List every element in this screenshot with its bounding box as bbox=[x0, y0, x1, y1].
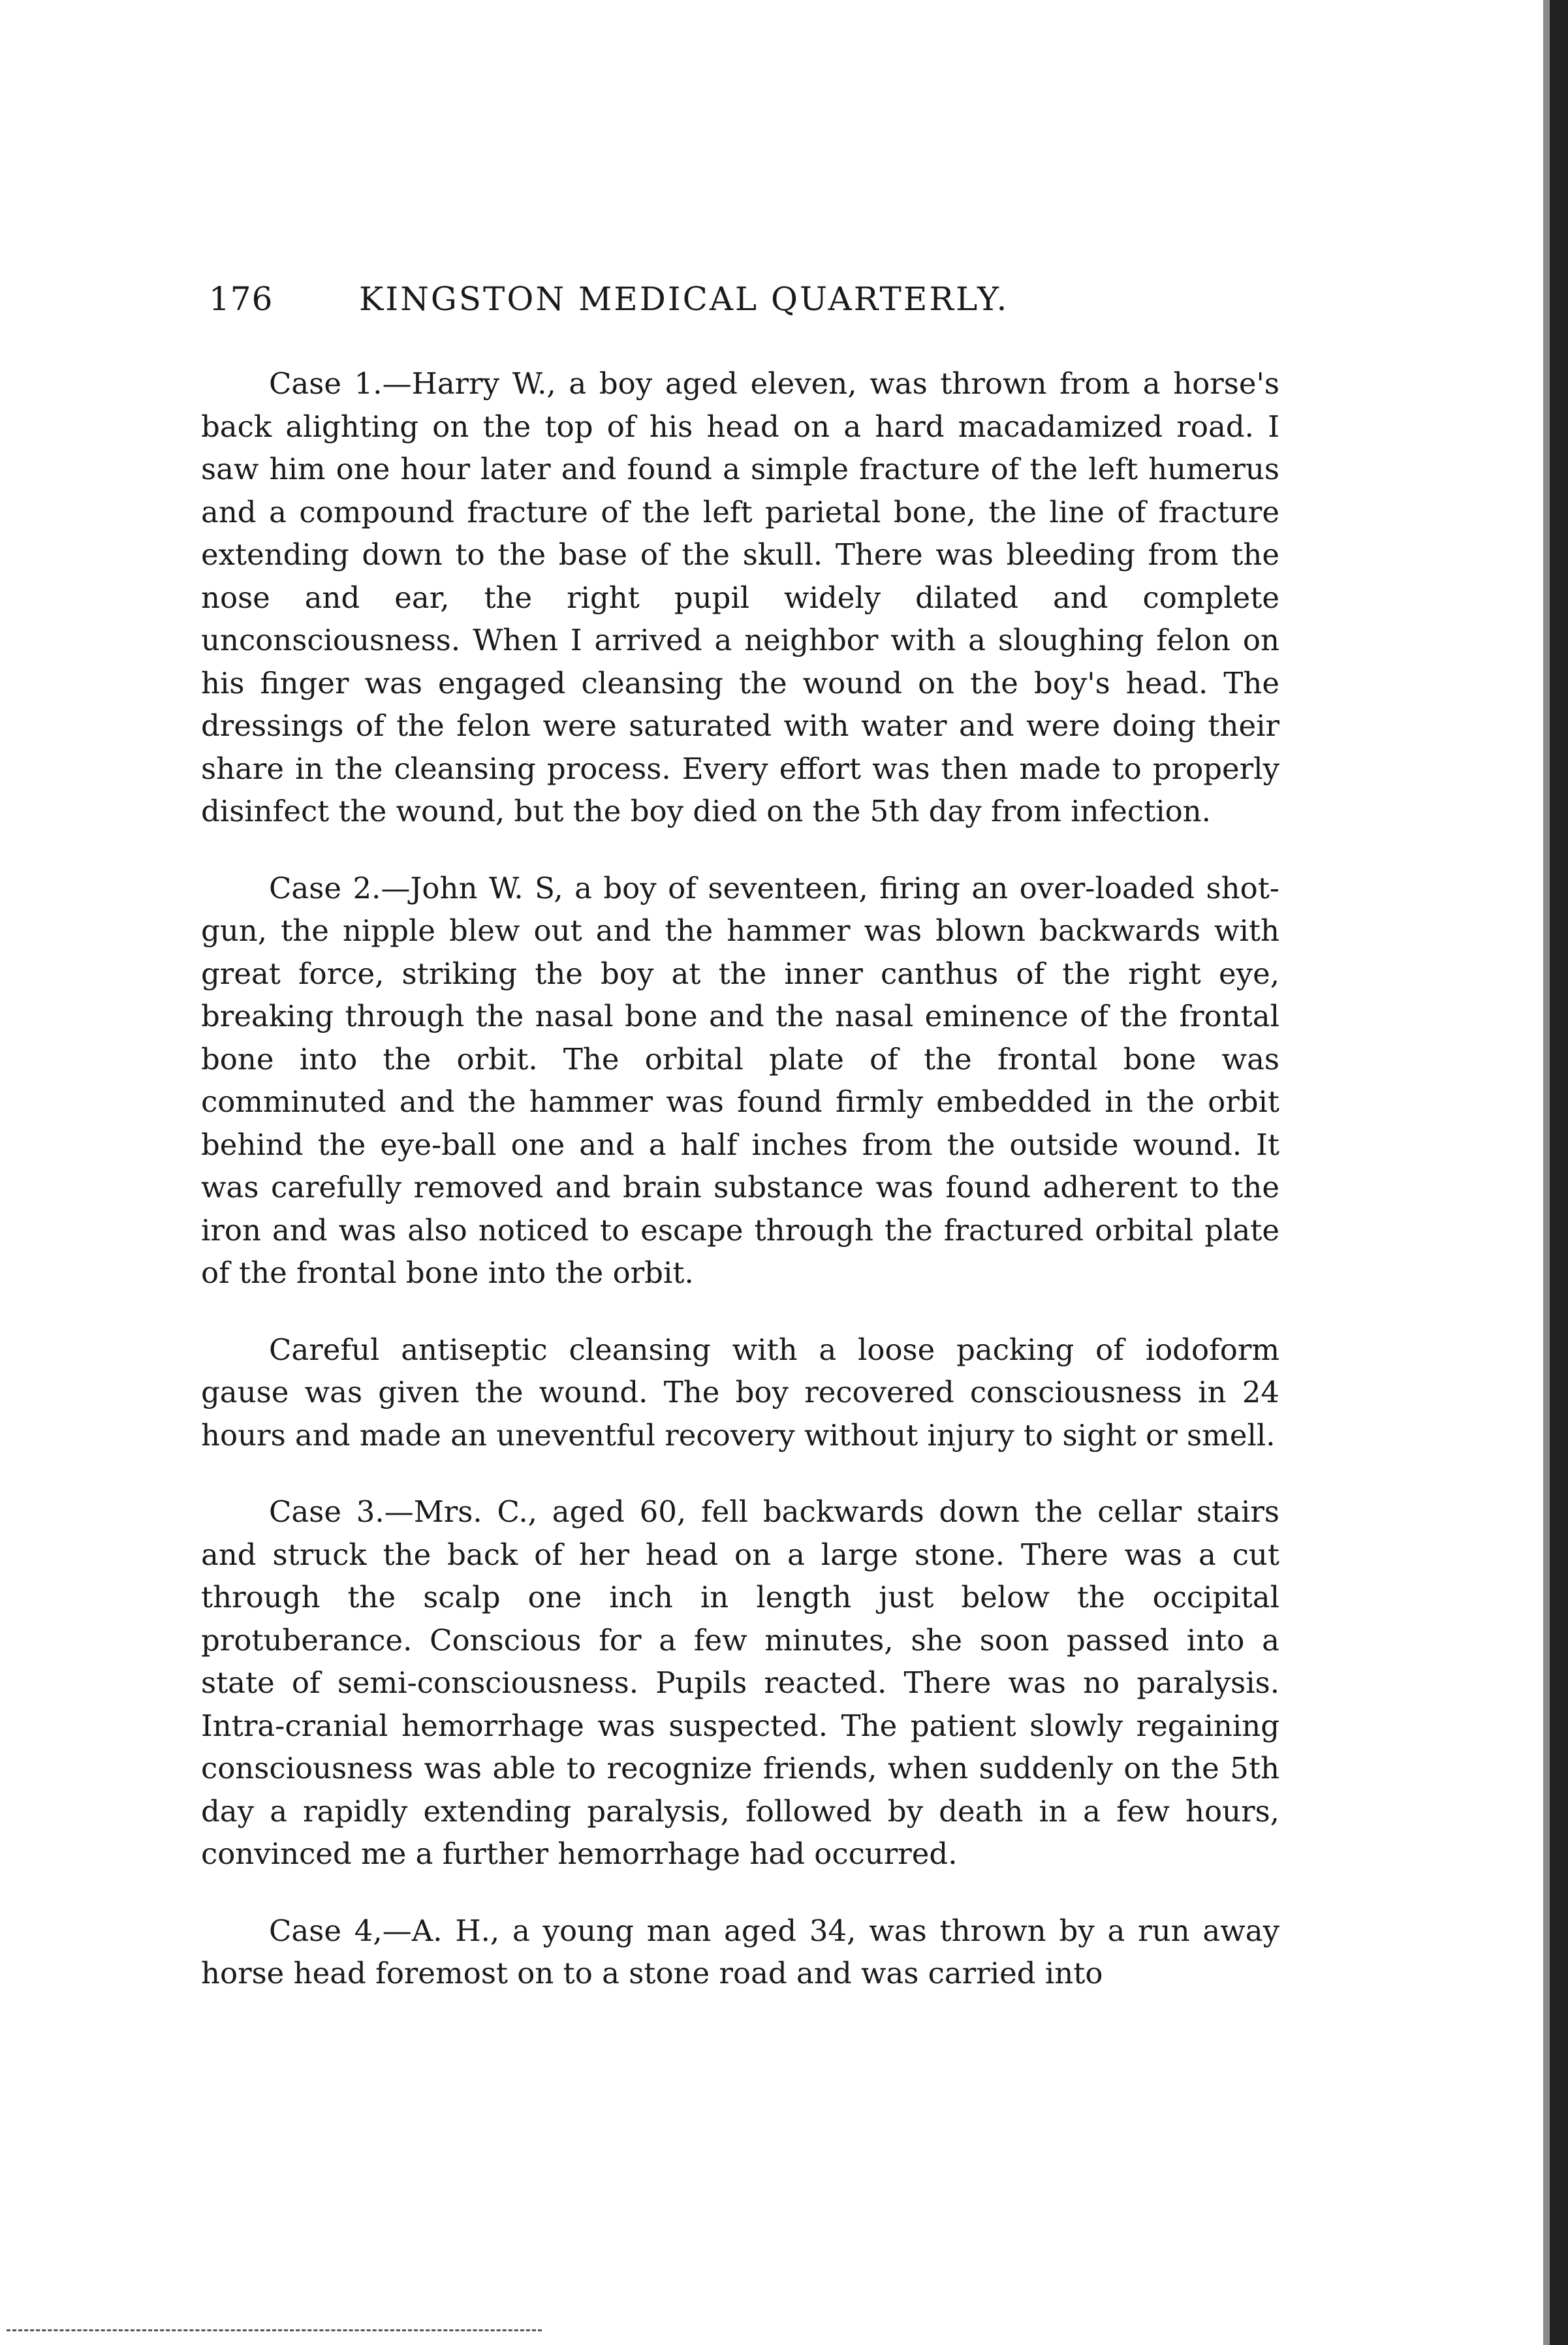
paragraph-case-4: Case 4,—A. H., a young man aged 34, was thrown by a run away horse head foremost on to a stone road and was carried into bbox=[201, 1913, 1279, 1991]
page-edge-binding bbox=[1550, 0, 1568, 2345]
page-number: 176 bbox=[209, 280, 274, 318]
scan-artifact-rule bbox=[7, 2329, 542, 2331]
paragraph-case-2: Case 2.—John W. S, a boy of seventeen, firing an over-loaded shot-gun, the nipple blew out and the hammer was blown backwards with great force, striking the boy at the inner canthus of the right eye, breaking through the nasal bone and the nasal eminence of the frontal bone into the orbit. The orbital plate of the frontal bone was comminuted and the hammer was found firmly embedded in the orbit behind the eye-ball one and a half inches from the outside wound. It was carefully removed and brain substance was found adherent to the iron and was also noticed to escape through the fractured orbital plate of the frontal bone into the orbit. bbox=[201, 870, 1279, 1290]
paragraph-case-1: Case 1.—Harry W., a boy aged eleven, was thrown from a horse's back alighting on the top of his head on a hard macadamized road. I saw him one hour later and found a simple fracture of the left humerus and a compound fracture of the left parietal bone, the line of fracture extending down to the base of the skull. There was bleeding from the nose and ear, the right pupil widely dilated and complete unconsciousness. When I arrived a neighbor with a sloughing felon on his finger was engaged cleansing the wound on the boy's head. The dressings of the felon were saturated with water and were doing their share in the cleansing process. Every effort was then made to properly disinfect the wound, but the boy died on the 5th day from infection. bbox=[201, 366, 1279, 828]
journal-title: KINGSTON MEDICAL QUARTERLY. bbox=[359, 280, 1009, 318]
page-edge-shadow bbox=[1543, 0, 1550, 2345]
paragraph-case-2-treatment: Careful antiseptic cleansing with a loose packing of iodoform gause was given the wound. The boy recovered consciousness in 24 hours and made an uneventful recovery without injury to sight or smell. bbox=[201, 1332, 1279, 1453]
article-body bbox=[201, 362, 1279, 2029]
running-header bbox=[209, 279, 1123, 319]
paragraph-case-3: Case 3.—Mrs. C., aged 60, fell backwards down the cellar stairs and struck the back of her head on a large stone. There was a cut through the scalp one inch in length just below the occipital protuberance. Conscious for a few minutes, she soon passed into a state of semi-consciousness. Pupils reacted. There was no paralysis. Intra-cranial hemorrhage was suspected. The patient slowly regaining consciousness was able to recognize friends, when suddenly on the 5th day a rapidly extending paralysis, followed by death in a few hours, convinced me a further hemorrhage had occurred. bbox=[201, 1494, 1279, 1871]
